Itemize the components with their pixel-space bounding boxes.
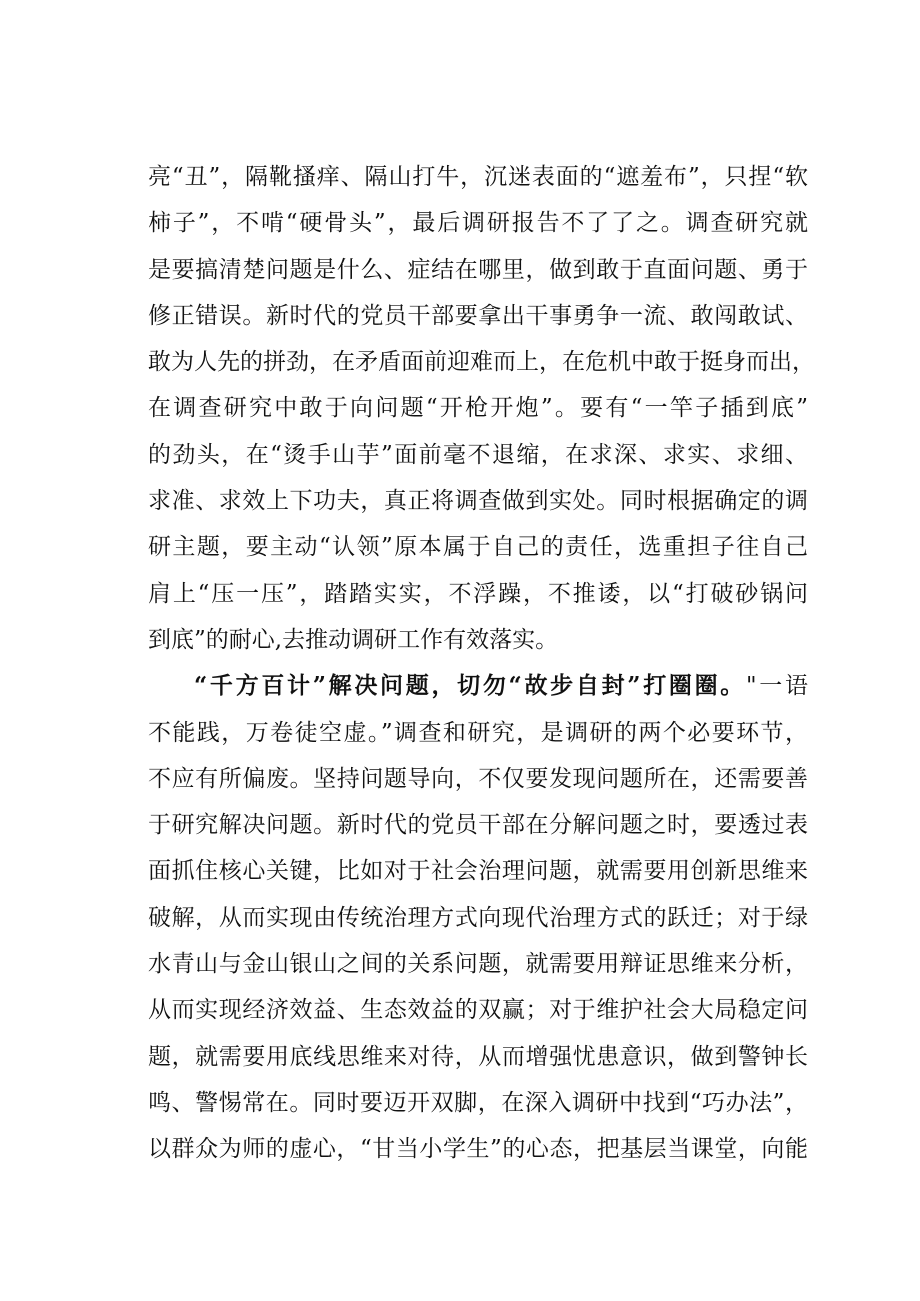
text-line: 破解，从而实现由传统治理方式向现代治理方式的跃迁；对于绿 — [148, 904, 808, 931]
text-line: 到底”的耐心,去推动调研工作有效落实。 — [148, 626, 559, 653]
paragraph-2-first-line — [148, 663, 808, 709]
text-line: 以群众为师的虚心，“甘当小学生”的心态，把基层当课堂，向能 — [148, 1136, 808, 1163]
text-line: 是要搞清楚问题是什么、症结在哪里，做到敢于直面问题、勇于 — [148, 256, 808, 283]
text-line: 研主题，要主动“认领”原本属于自己的责任，选重担子往自己 — [148, 534, 808, 561]
text-line: 的劲头，在“烫手山芋”面前毫不退缩，在求深、求实、求细、 — [148, 441, 808, 468]
text-line: 鸣、警惕常在。同时要迈开双脚，在深入调研中找到“巧办法”， — [148, 1089, 808, 1116]
text-line: 求准、求效上下功夫，真正将调查做到实处。同时根据确定的调 — [148, 488, 808, 515]
body-text — [148, 154, 815, 1173]
text-line: 面抓住核心关键，比如对于社会治理问题，就需要用创新思维来 — [148, 858, 808, 885]
paragraph-heading: “千方百计”解决问题，切勿“故步自封”打圈圈。 — [194, 672, 747, 700]
text-line: 不应有所偏废。坚持问题导向，不仅要发现问题所在，还需要善 — [148, 765, 808, 792]
text-line-start: "一语 — [746, 673, 808, 700]
text-line: 从而实现经济效益、生态效益的双赢；对于维护社会大局稳定问 — [148, 997, 808, 1024]
text-line: 于研究解决问题。新时代的党员干部在分解问题之时，要透过表 — [148, 812, 808, 839]
text-line: 肩上“压一压”，踏踏实实，不浮躁，不推诿，以“打破砂锅问 — [148, 580, 808, 607]
text-line: 亮“丑”，隔靴搔痒、隔山打牛，沉迷表面的“遮羞布”，只捏“软 — [148, 164, 808, 190]
text-line: 修正错误。新时代的党员干部要拿出干事勇争一流、敢闯敢试、 — [148, 302, 808, 329]
text-line: 在调查研究中敢于向问题“开枪开炮”。要有“一竿子插到底” — [148, 395, 808, 422]
text-line: 柿子”，不啃“硬骨头”，最后调研报告不了了之。调查研究就 — [148, 210, 808, 237]
text-line: 水青山与金山银山之间的关系问题，就需要用辩证思维来分析， — [148, 951, 808, 978]
text-line: 不能践，万卷徒空虚。”调查和研究，是调研的两个必要环节， — [148, 719, 808, 746]
text-line: 题，就需要用底线思维来对待，从而增强忧患意识，做到警钟长 — [148, 1043, 808, 1070]
paragraph-1 — [148, 154, 815, 663]
text-line: 敢为人先的拼劲，在矛盾面前迎难而上，在危机中敢于挺身而出， — [148, 349, 815, 376]
paragraph-2 — [148, 663, 808, 1172]
